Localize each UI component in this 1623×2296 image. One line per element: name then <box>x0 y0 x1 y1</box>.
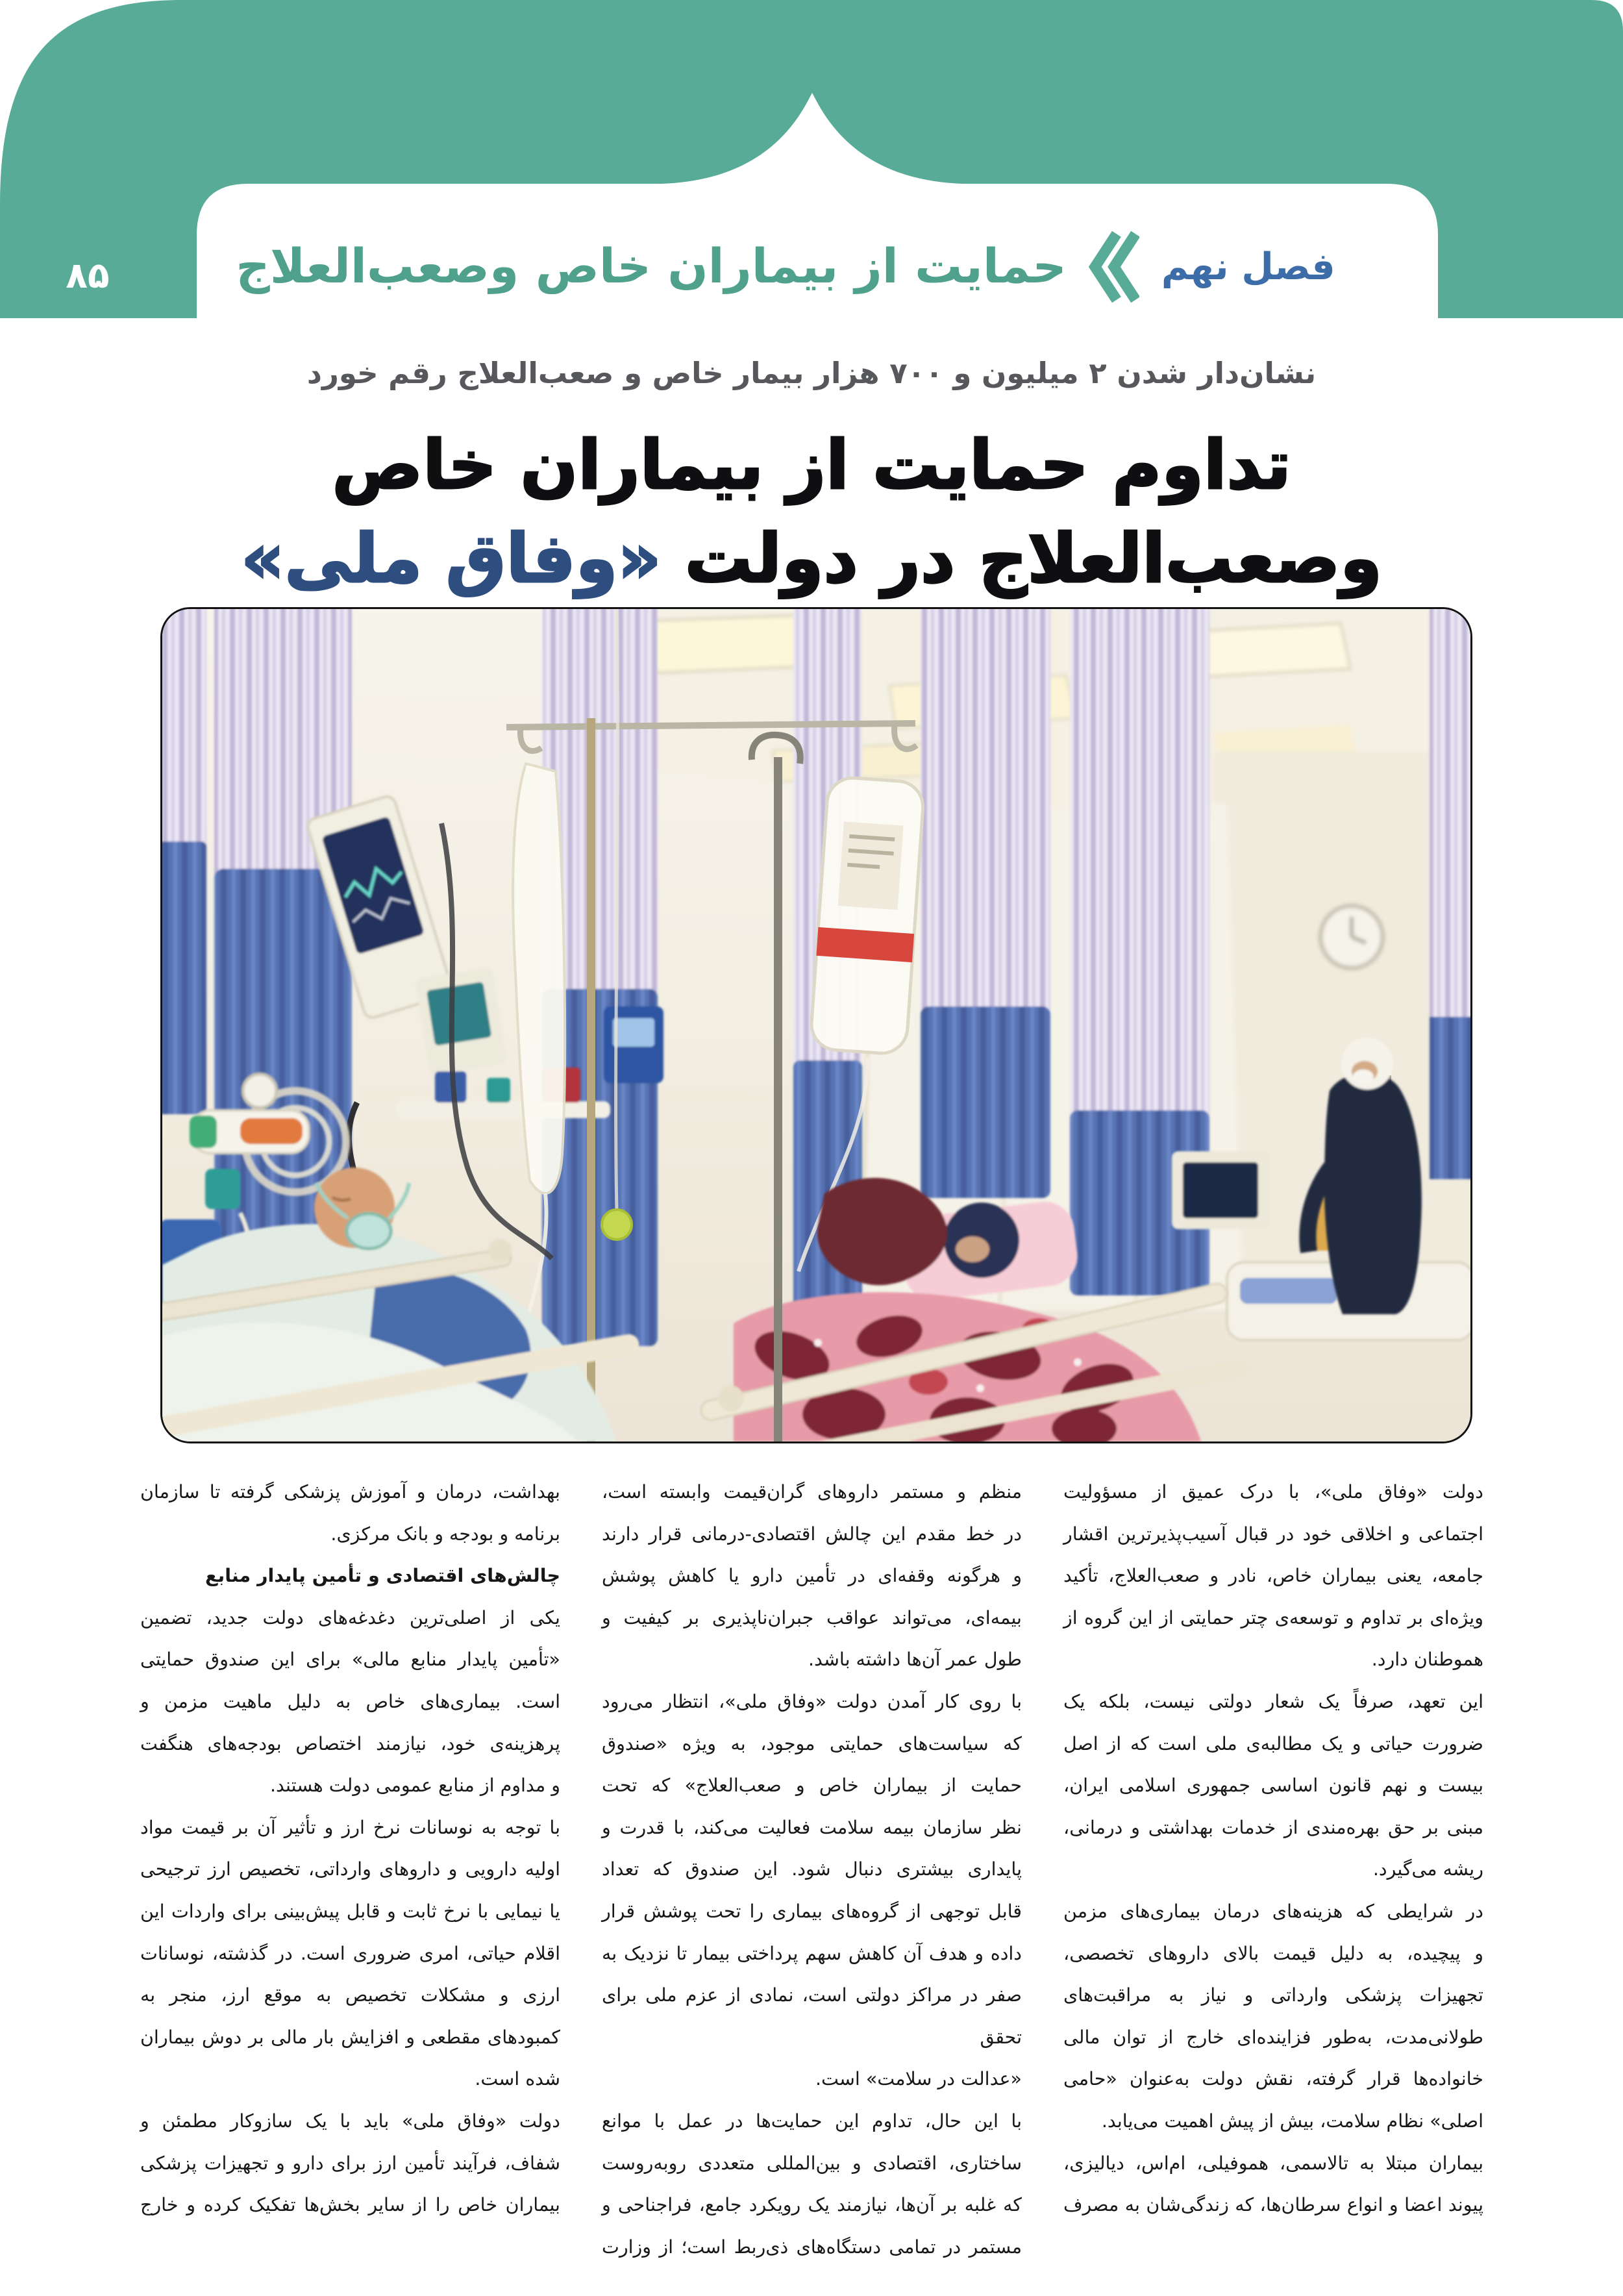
body-line: بیماران مبتلا به تالاسمی، هموفیلی، ام‌اس، دیالیزی، <box>1063 2152 1483 2174</box>
body-line: شده است. <box>475 2068 560 2090</box>
body-line: بهداشت، درمان و آموزش پزشکی گرفته تا سازمان <box>140 1481 560 1503</box>
article-kicker: نشان‌دار شدن ۲ میلیون و ۷۰۰ هزار بیمار خاص و صعب‌العلاج رقم خورد <box>306 356 1317 390</box>
hospital-ward-scene <box>162 609 1470 1441</box>
headline-line2-prefix: وصعب‌العلاج در دولت <box>661 519 1382 598</box>
body-line: بیست و نهم قانون اساسی جمهوری اسلامی ایران، <box>1063 1775 1483 1797</box>
body-line: با این حال، تداوم این حمایت‌ها در عمل با موانع <box>602 2110 1022 2132</box>
body-line: ضرورت حیاتی و یک مطالبه‌ی ملی است که از اصل <box>1063 1732 1483 1754</box>
page-number: ۸۵ <box>66 255 110 296</box>
article-body <box>140 1471 1483 2268</box>
iv-pole <box>587 718 595 1441</box>
body-column-middle <box>602 1471 1022 2268</box>
oxygen-mask <box>347 1214 391 1249</box>
body-line: ریشه می‌گیرد. <box>1372 1858 1483 1880</box>
body-line: پرهزینه‌ی خود، نیازمند اختصاص بودجه‌های هنگفت <box>140 1732 560 1754</box>
body-line: با توجه به نوسانات نرخ ارز و تأثیر آن بر قیمت مواد <box>140 1816 560 1838</box>
body-line: کمبودهای مقطعی و افزایش بار مالی بر دوش بیماران <box>140 2026 560 2048</box>
body-line: پیوند اعضا و انواع سرطان‌ها، که زندگی‌شان به مصرف <box>1063 2194 1483 2216</box>
body-line: بیمه‌ای، می‌تواند عواقب جبران‌ناپذیری بر کیفیت و <box>602 1606 1022 1628</box>
body-line: ارزی و مشکلات تخصیص به موقع ارز، منجر به <box>140 1984 560 2006</box>
iv-pole-foreground <box>774 757 782 1441</box>
chapter-label: فصل نهم <box>1161 245 1335 288</box>
double-chevron-icon <box>1089 227 1139 306</box>
body-line: خانواده‌ها قرار گرفته، نقش دولت به‌عنوان «حامی <box>1063 2068 1483 2090</box>
body-line: دولت «وفاق ملی»، با درک عمیق از مسؤولیت <box>1063 1481 1483 1503</box>
body-line: داده و هدف آن کاهش سهم پرداختی بیمار تا نزدیک به <box>602 1942 1022 1964</box>
body-line: پایداری بیشتری دنبال شود. این صندوق که تعداد <box>602 1858 1022 1880</box>
body-line: طولانی‌مدت، به‌طور فزاینده‌ای خارج از توان مالی <box>1063 2026 1483 2048</box>
body-line: در خط مقدم این چالش اقتصادی-درمانی قرار دارند <box>602 1523 1022 1545</box>
body-line: مبنی بر حق بهره‌مندی از خدمات بهداشتی و درمانی، <box>1063 1816 1483 1838</box>
body-line: بیماران خاص را از سایر بخش‌ها تفکیک کرده و خارج <box>140 2194 560 2216</box>
chapter-header-row <box>0 206 1597 327</box>
body-line: چالش‌های اقتصادی و تأمین پایدار منابع <box>205 1565 560 1587</box>
hospital-ward-photo <box>160 607 1472 1443</box>
body-line: حمایت از بیماران خاص و صعب‌العلاج» که تحت <box>602 1775 1022 1797</box>
body-line: ویژه‌ای بر تداوم و توسعه‌ی چتر حمایتی از این گروه از <box>1063 1606 1483 1628</box>
body-line: هموطنان دارد. <box>1371 1649 1483 1671</box>
body-line: اجتماعی و اخلاقی خود در قبال آسیب‌پذیرترین اقشار <box>1063 1523 1483 1545</box>
article-headline-line2 <box>0 514 1623 603</box>
body-line: یکی از اصلی‌ترین دغدغه‌های دولت جدید، تضمین <box>140 1606 560 1628</box>
body-line: جامعه، یعنی بیماران خاص، نادر و صعب‌العلاج، تأکید <box>1063 1565 1483 1587</box>
body-line: نظر سازمان بیمه سلامت فعالیت می‌کند، با قدرت و <box>602 1816 1022 1838</box>
body-line: اقلام حیاتی، امری ضروری است. در گذشته، نوسانات <box>140 1942 560 1964</box>
chapter-title: حمایت از بیماران خاص وصعب‌العلاج <box>236 239 1067 294</box>
body-line: دولت «وفاق ملی» باید با یک سازوکار مطمئن و <box>140 2110 560 2132</box>
body-line: و پیچیده، به دلیل قیمت بالای داروهای تخصصی، <box>1063 1942 1483 1964</box>
article-headline-line1: تداوم حمایت از بیماران خاص <box>332 425 1291 505</box>
body-line: اولیه دارویی و داروهای وارداتی، تخصیص ارز ترجیحی <box>140 1858 560 1880</box>
body-line: قابل توجهی از گروه‌های بیماری را تحت پوشش قرار <box>602 1900 1022 1922</box>
body-line: طول عمر آن‌ها داشته باشد. <box>808 1649 1022 1671</box>
body-line: مستمر در تمامی دستگاه‌های ذی‌ربط است؛ از وزارت <box>602 2236 1022 2258</box>
body-line: این تعهد، صرفاً یک شعار دولتی نیست، بلکه یک <box>1063 1690 1483 1712</box>
body-line: و مداوم از منابع عمومی دولت هستند. <box>269 1775 560 1797</box>
body-line: شفاف، فرآیند تأمین ارز برای دارو و تجهیزات پزشکی <box>140 2152 560 2174</box>
body-line: تجهیزات پزشکی وارداتی و نیاز به مراقبت‌های <box>1063 1984 1483 2006</box>
body-line: که سیاست‌های حمایتی موجود، به ویژه «صندوق <box>602 1732 1022 1754</box>
tennis-ball <box>602 1210 632 1240</box>
body-line: و هرگونه وقفه‌ای در تأمین دارو یا کاهش پوشش <box>602 1565 1022 1587</box>
body-line: برنامه و بودجه و بانک مرکزی. <box>330 1523 560 1545</box>
body-line: «عدالت در سلامت» است. <box>815 2068 1022 2090</box>
body-column-left <box>140 1471 560 2268</box>
body-line: با روی کار آمدن دولت «وفاق ملی»، انتظار می‌رود <box>602 1690 1022 1712</box>
body-line: در شرایطی که هزینه‌های درمان بیماری‌های مزمن <box>1063 1900 1483 1922</box>
body-column-right <box>1063 1471 1483 2268</box>
face-mask <box>1353 1069 1374 1084</box>
body-line: است. بیماری‌های خاص به دلیل ماهیت مزمن و <box>140 1690 560 1712</box>
body-line: اصلی» نظام سلامت، بیش از پیش اهمیت می‌یابد. <box>1101 2110 1483 2132</box>
body-line: منظم و مستمر داروهای گران‌قیمت وابسته است، <box>602 1481 1022 1503</box>
body-line: صفر در مراکز دولتی است، نمادی از عزم ملی برای تحقق <box>602 1984 1022 2048</box>
iv-bottle <box>810 776 924 1054</box>
body-line: «تأمین پایدار منابع مالی» برای این صندوق حمایتی <box>140 1649 560 1671</box>
body-line: ساختاری، اقتصادی و بین‌المللی متعددی روبه‌روست <box>602 2152 1022 2174</box>
body-line: که غلبه بر آن‌ها، نیازمند یک رویکرد جامع، فراجناحی و <box>602 2194 1022 2216</box>
headline-highlight: «وفاق ملی» <box>241 519 662 598</box>
body-line: یا نیمایی با نرخ ثابت و قابل پیش‌بینی برای واردات این <box>140 1900 560 1922</box>
